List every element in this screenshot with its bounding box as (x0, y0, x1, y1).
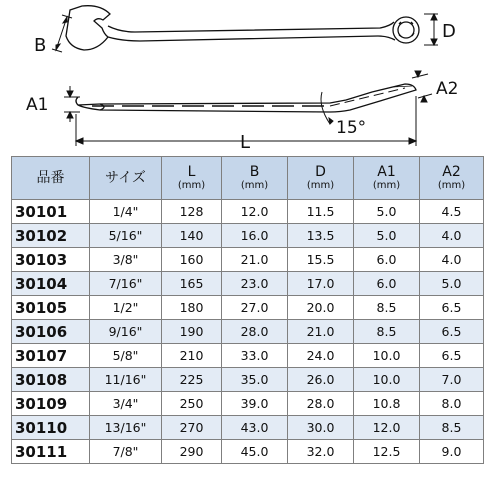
cell-size: 3/4" (90, 392, 162, 416)
cell-a2: 6.5 (420, 296, 484, 320)
table-row (12, 368, 484, 392)
cell-a1: 6.0 (354, 272, 420, 296)
cell-b: 27.0 (222, 296, 288, 320)
cell-a1: 10.0 (354, 344, 420, 368)
cell-b: 21.0 (222, 248, 288, 272)
a1-label: A1 (26, 95, 49, 115)
cell-size: 7/16" (90, 272, 162, 296)
cell-part-number: 30109 (12, 392, 90, 416)
cell-part-number: 30101 (12, 200, 90, 224)
cell-d: 17.0 (288, 272, 354, 296)
table-row (12, 344, 484, 368)
cell-a2: 6.5 (420, 344, 484, 368)
cell-d: 32.0 (288, 440, 354, 464)
a2-label: A2 (436, 79, 459, 99)
header-d: D (mm) (288, 157, 354, 200)
angle-indicator (321, 92, 333, 124)
cell-a2: 7.0 (420, 368, 484, 392)
a2-dimension (412, 71, 432, 102)
table-row (12, 320, 484, 344)
table-body (12, 200, 484, 464)
header-size: サイズ (90, 157, 162, 200)
cell-size: 7/8" (90, 440, 162, 464)
cell-a2: 5.0 (420, 272, 484, 296)
cell-a2: 8.5 (420, 416, 484, 440)
cell-size: 5/16" (90, 224, 162, 248)
cell-a2: 9.0 (420, 440, 484, 464)
cell-a2: 4.5 (420, 200, 484, 224)
cell-b: 12.0 (222, 200, 288, 224)
cell-b: 39.0 (222, 392, 288, 416)
cell-size: 1/4" (90, 200, 162, 224)
cell-size: 11/16" (90, 368, 162, 392)
cell-a1: 5.0 (354, 200, 420, 224)
cell-d: 21.0 (288, 320, 354, 344)
cell-part-number: 30104 (12, 272, 90, 296)
table-header-row (12, 157, 484, 200)
cell-l: 210 (162, 344, 222, 368)
cell-a2: 6.5 (420, 320, 484, 344)
cell-size: 1/2" (90, 296, 162, 320)
cell-d: 28.0 (288, 392, 354, 416)
table-row (12, 272, 484, 296)
cell-size: 9/16" (90, 320, 162, 344)
cell-b: 33.0 (222, 344, 288, 368)
table-row (12, 416, 484, 440)
cell-b: 35.0 (222, 368, 288, 392)
cell-part-number: 30107 (12, 344, 90, 368)
cell-l: 270 (162, 416, 222, 440)
cell-part-number: 30111 (12, 440, 90, 464)
header-l: L (mm) (162, 157, 222, 200)
cell-a1: 12.5 (354, 440, 420, 464)
d-dimension (424, 14, 438, 45)
cell-size: 5/8" (90, 344, 162, 368)
table-row (12, 200, 484, 224)
table-row (12, 440, 484, 464)
cell-size: 3/8" (90, 248, 162, 272)
cell-a1: 8.5 (354, 296, 420, 320)
cell-part-number: 30105 (12, 296, 90, 320)
header-b: B (mm) (222, 157, 288, 200)
cell-a2: 4.0 (420, 248, 484, 272)
cell-part-number: 30110 (12, 416, 90, 440)
cell-a1: 6.0 (354, 248, 420, 272)
wrench-diagram (0, 0, 493, 152)
cell-l: 180 (162, 296, 222, 320)
cell-l: 160 (162, 248, 222, 272)
cell-l: 290 (162, 440, 222, 464)
cell-d: 15.5 (288, 248, 354, 272)
cell-a1: 8.5 (354, 320, 420, 344)
cell-d: 20.0 (288, 296, 354, 320)
cell-a1: 12.0 (354, 416, 420, 440)
table-row (12, 224, 484, 248)
cell-a2: 4.0 (420, 224, 484, 248)
cell-l: 140 (162, 224, 222, 248)
spec-table (11, 156, 484, 464)
cell-l: 165 (162, 272, 222, 296)
table-row (12, 248, 484, 272)
wrench-top-view (66, 6, 419, 50)
cell-l: 190 (162, 320, 222, 344)
l-label: L (240, 132, 251, 152)
cell-l: 225 (162, 368, 222, 392)
cell-d: 11.5 (288, 200, 354, 224)
header-a2: A2 (mm) (420, 157, 484, 200)
cell-a1: 10.0 (354, 368, 420, 392)
header-part-number: 品番 (12, 157, 90, 200)
header-a1: A1 (mm) (354, 157, 420, 200)
cell-b: 45.0 (222, 440, 288, 464)
cell-b: 43.0 (222, 416, 288, 440)
cell-part-number: 30103 (12, 248, 90, 272)
table-row (12, 296, 484, 320)
cell-a1: 10.8 (354, 392, 420, 416)
b-label: B (34, 35, 47, 56)
cell-d: 26.0 (288, 368, 354, 392)
cell-a2: 8.0 (420, 392, 484, 416)
cell-d: 30.0 (288, 416, 354, 440)
cell-d: 13.5 (288, 224, 354, 248)
cell-l: 250 (162, 392, 222, 416)
table-row (12, 392, 484, 416)
angle-label: 15° (336, 118, 367, 138)
cell-size: 13/16" (90, 416, 162, 440)
cell-l: 128 (162, 200, 222, 224)
cell-b: 23.0 (222, 272, 288, 296)
cell-part-number: 30108 (12, 368, 90, 392)
cell-b: 16.0 (222, 224, 288, 248)
cell-part-number: 30106 (12, 320, 90, 344)
d-label: D (442, 21, 456, 42)
cell-a1: 5.0 (354, 224, 420, 248)
cell-part-number: 30102 (12, 224, 90, 248)
cell-b: 28.0 (222, 320, 288, 344)
cell-d: 24.0 (288, 344, 354, 368)
